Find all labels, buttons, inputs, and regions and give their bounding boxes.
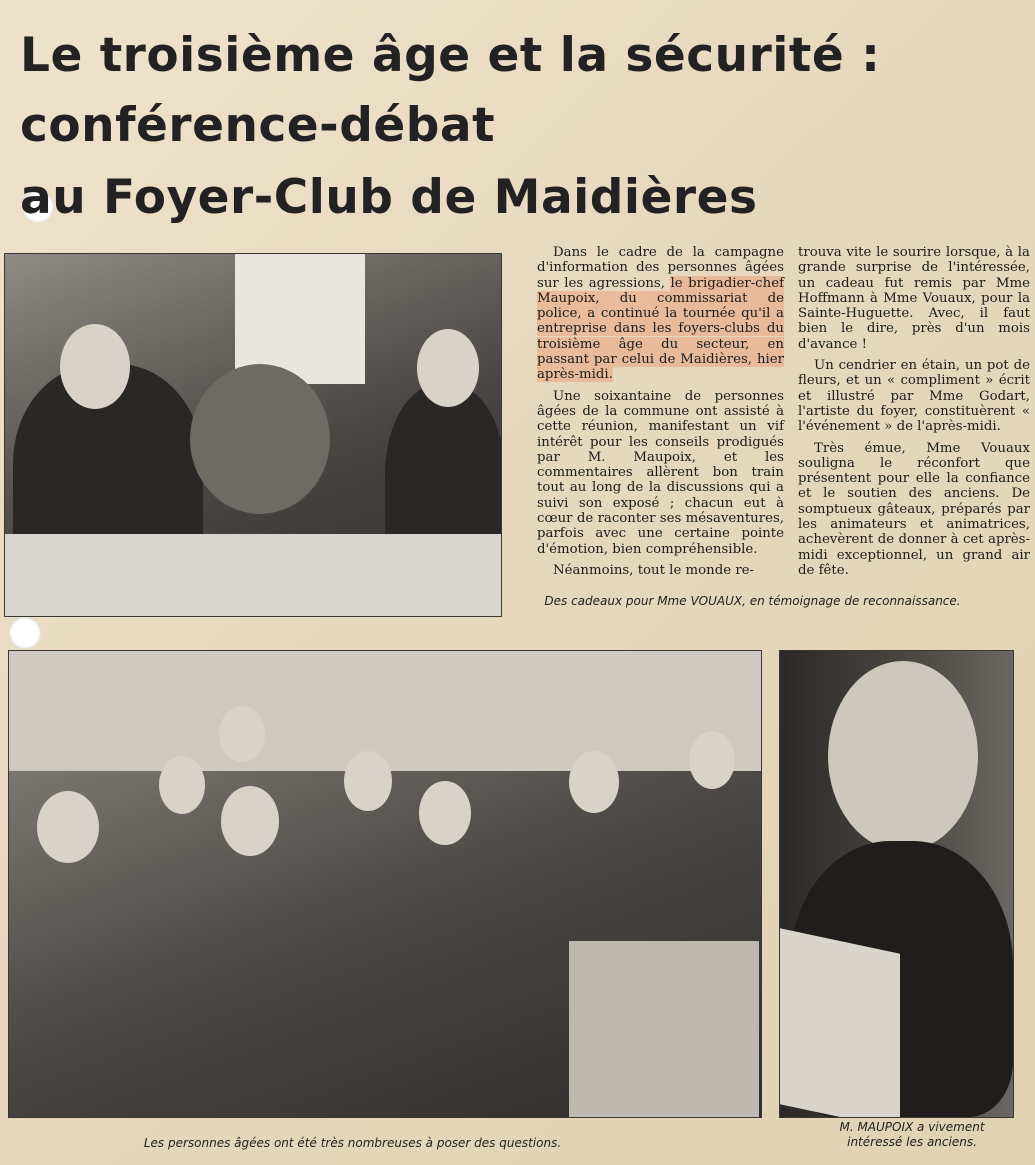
- caption-gift-photo: Des cadeaux pour Mme VOUAUX, en témoignage de reconnaissance.: [544, 594, 961, 608]
- headline-line-1: Le troisième âge et la sécurité :: [20, 28, 881, 83]
- photo-face-right: [417, 329, 479, 407]
- photo-face: [344, 751, 392, 811]
- photo-table: [5, 534, 501, 616]
- photo-face: [37, 791, 99, 863]
- article-column-1: [537, 245, 784, 584]
- article-paragraph-3: Néanmoins, tout le monde re-: [553, 562, 755, 578]
- article-paragraph-1: Dans le cadre de la campagne d'information des personnes âgées sur les agressions, le brigadier-chef Maupoix, du commissariat de police, a continué la tournée qu'il a entreprise dans les foyers-clubs du troisième âge du secteur, en passant par celui de Maidières, hier après-midi.: [537, 245, 784, 383]
- photo-face: [219, 706, 265, 762]
- highlighted-text: le brigadier-chef Maupoix, du commissariat de police, a continué la tournée qu'il a entreprise dans les foyers-clubs du troisième âge du secteur, en passant par celui de Maidières, hier après-midi.: [537, 275, 784, 383]
- photo-face: [221, 786, 279, 856]
- article-paragraph-4: trouva vite le sourire lorsque, à la grande surprise de l'intéressée, un cadeau fut remis par Mme Hoffmann à Mme Vouaux, pour la Sainte-Huguette. Avec, il faut bien le dire, près d'un mois d'avance !: [798, 245, 1030, 352]
- punch-hole-bottom: [9, 617, 41, 649]
- photo-face: [569, 751, 619, 813]
- headline-line-2: conférence-débat: [20, 98, 496, 153]
- article-paragraph-6: Très émue, Mme Vouaux souligna le réconfort que présentent pour elle la confiance et le soutien des anciens. De somptueux gâteaux, préparés par les animateurs et animatrices, achevèrent de donner à cet après-midi exceptionnel, un grand air de fête.: [798, 440, 1030, 578]
- photo-table-corner: [569, 941, 759, 1117]
- photo-face: [419, 781, 471, 845]
- article-column-2: [798, 245, 1030, 584]
- photo-wall: [9, 651, 761, 771]
- photo-face-left: [60, 324, 130, 409]
- article-paragraph-2: Une soixantaine de personnes âgées de la commune ont assisté à cette réunion, manifestant un vif intérêt pour les conseils prodigués par M. Maupoix, et les commentaires allèrent bon train tout au long de la discussions qui a suivi son exposé ; chacun eut à cœur de raconter ses mésaventures, parfois avec une certaine pointe d'émotion, bien compréhensible.: [537, 388, 784, 557]
- photo-gift-ceremony: [4, 253, 502, 617]
- caption-portrait: M. MAUPOIX a vivement intéressé les anciens.: [839, 1120, 985, 1149]
- photo-paper: [780, 928, 900, 1118]
- headline-line-3: au Foyer-Club de Maidières: [20, 170, 758, 225]
- photo-face-maupoix: [828, 661, 978, 851]
- photo-face: [689, 731, 735, 789]
- photo-audience: [8, 650, 762, 1118]
- caption-group-photo: Les personnes âgées ont été très nombreuses à poser des questions.: [143, 1136, 562, 1150]
- photo-face: [159, 756, 205, 814]
- article-paragraph-5: Un cendrier en étain, un pot de fleurs, et un « compliment » écrit et illustré par Mme Godart, l'artiste du foyer, constituèrent « l'événement » de l'après-midi.: [798, 358, 1030, 435]
- photo-flowers: [190, 364, 330, 514]
- photo-portrait-maupoix: [779, 650, 1014, 1118]
